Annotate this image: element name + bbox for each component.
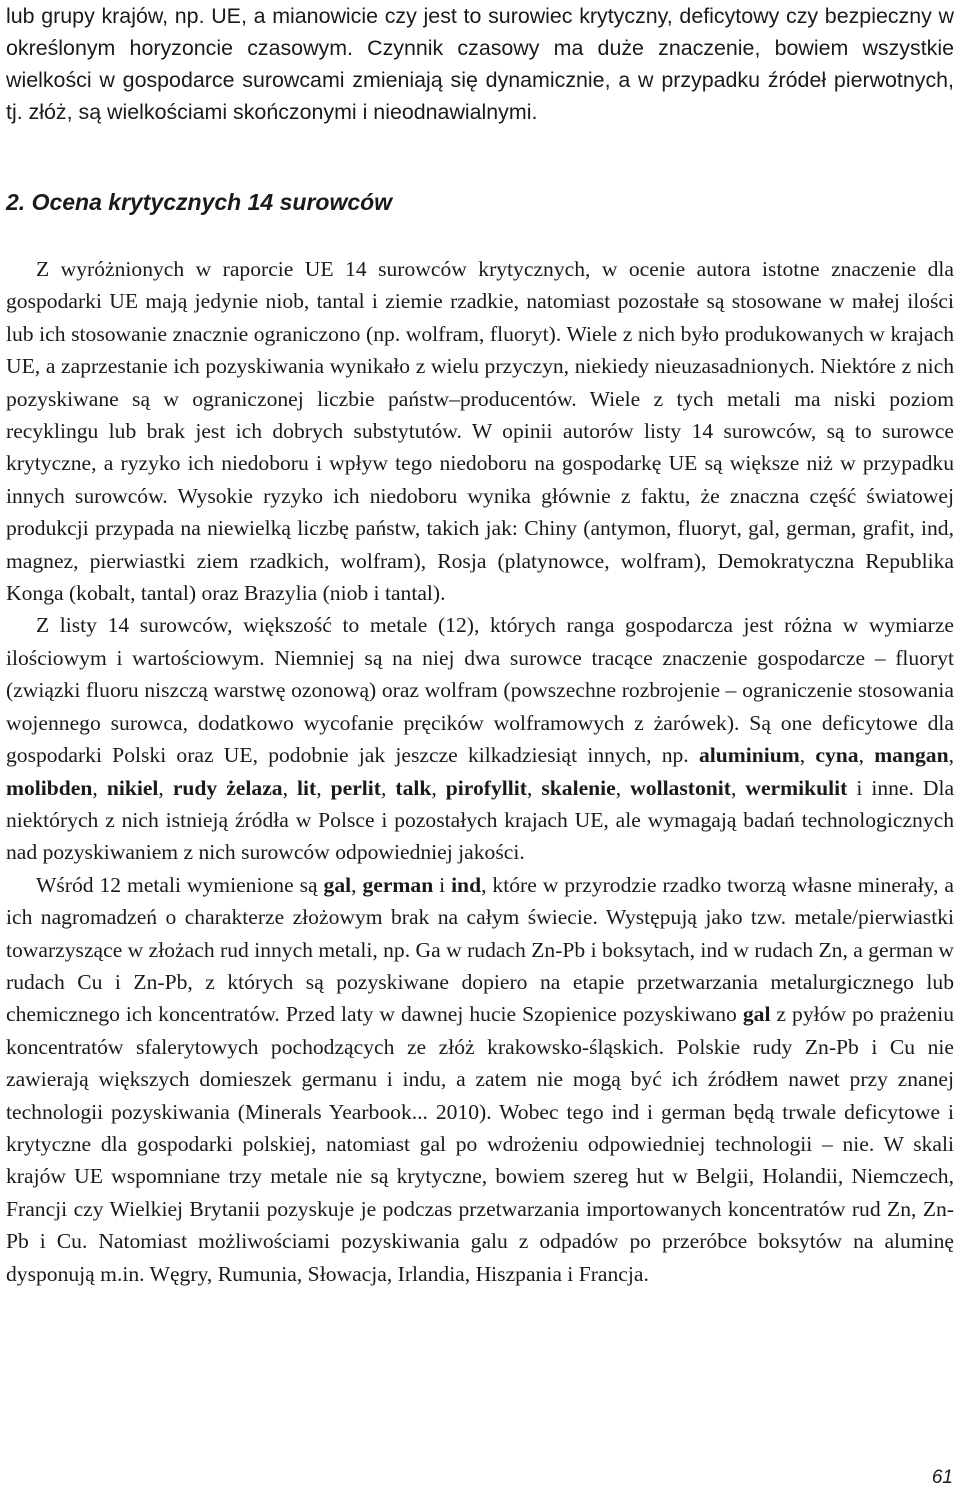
- paragraph-2-end: i inne. Dla niektórych z nich istnieją źródła w Polsce i pozostałych krajach UE, ale wymagają badań technologicznych nad pozyskiwaniem z nich surowców odpowiedniej jakości.: [6, 775, 955, 865]
- page-number: 61: [931, 1467, 953, 1488]
- mineral-term: rudy żelaza: [172, 775, 283, 800]
- list-separator: ,: [858, 743, 875, 768]
- list-separator: ,: [282, 775, 297, 800]
- separator: ,: [351, 872, 363, 897]
- mineral-term: wollastonit: [630, 775, 731, 800]
- section-body: [6, 253, 954, 1290]
- paragraph-2-start: Z listy 14 surowców, większość to metale (12), których ranga gospodarcza jest różna w wymiarze ilościowym i wartościowym. Niemniej są na niej dwa surowce tracące znaczenie gospodarcze – fluoryt (związki fluoru niszczą warstwę ozonową) oraz wolfram (powszechne rozbrojenie – ograniczenie stosowania wojennego surowca, dodatkowo wycofanie pręcików wolframowych z żarówek). Są one deficytowe dla gospodarki Polski oraz UE, podobnie jak jeszcze kilkadziesiąt innych, np.: [6, 613, 954, 768]
- mineral-term: wermikulit: [745, 775, 848, 800]
- metal-term-german: german: [362, 872, 434, 897]
- mineral-term: talk: [395, 775, 432, 800]
- mineral-term: skalenie: [541, 775, 616, 800]
- mineral-term: pirofyllit: [445, 775, 527, 800]
- mineral-term: mangan: [874, 743, 949, 768]
- list-separator: ,: [316, 775, 331, 800]
- mineral-term: nikiel: [106, 775, 159, 800]
- section-heading: 2. Ocena krytycznych 14 surowców: [6, 189, 393, 215]
- list-separator: ,: [526, 775, 542, 800]
- paragraph-1: Z wyróżnionych w raporcie UE 14 surowców krytycznych, w ocenie autora istotne znaczenie dla gospodarki UE mają jedynie niob, tantal i ziemie rzadkie, natomiast pozostałe są stosowane w małej ilości lub ich stosowanie znacznie ograniczono (np. wolfram, fluoryt). Wiele z nich było produkowanych w krajach UE, a zaprzestanie ich pozyskiwania wynikało z wielu przyczyn, niekiedy nieuzasadnionych. Niektóre z nich pozyskiwane są w ograniczonej liczbie państw–producentów. Wiele z tych metali ma niski poziom recyklingu lub brak jest ich dobrych substytutów. W opinii autorów listy 14 surowców, są to surowce krytyczne, a ryzyko ich niedoboru i wpływ tego niedoboru na gospodarkę UE są większe niż w przypadku innych surowców. Wysokie ryzyko ich niedoboru wynika głównie z faktu, że znaczna część światowej produkcji przypada na niewielką liczbę państw, takich jak: Chiny (antymon, fluoryt, gal, german, grafit, ind, magnez, pierwiastki ziem rzadkich, wolfram), Rosja (platynowce, wolfram), Demokratyczna Republika Konga (kobalt, tantal) oraz Brazylia (niob i tantal).: [6, 257, 954, 606]
- metal-term-ind: ind: [451, 872, 482, 897]
- mineral-term: molibden: [6, 775, 93, 800]
- paragraph-3-c: z pyłów po prażeniu koncentratów sfalerytowych pochodzących ze złóż krakowsko-śląskich. Polskie rudy Zn-Pb i Cu nie zawierają większych domieszek germanu i indu, a zatem nie mogą być ich źródłem nawet przy znanej technologii pozyskiwania (Minerals Yearbook... 2010). Wobec tego ind i german będą trwale deficytowe i krytyczne dla gospodarki polskiej, natomiast gal po wdrożeniu odpowiedniej technologii – nie. W skali krajów UE wspomniane trzy metale nie są krytyczne, bowiem szereg hut w Belgii, Holandii, Niemczech, Francji czy Wielkiej Brytanii pozyskuje je podczas przetwarzania importowanych koncentratów rud Zn, Zn-Pb i Cu. Natomiast możliwościami pozyskiwania galu z odpadów po przeróbce boksytów na aluminę dysponują m.in. Węgry, Rumunia, Słowacja, Irlandia, Hiszpania i Francja.: [6, 1002, 954, 1286]
- list-separator: ,: [380, 775, 396, 800]
- paragraph-3-b: , które w przyrodzie rzadko tworzą własne minerały, a ich nagromadzeń o charakterze złożowym brak na całym świecie. Występują jako tzw. metale/pierwiastki towarzyszące w złożach rud innych metali, np. Ga w rudach Zn-Pb i boksytach, ind w rudach Zn, a german w rudach Cu i Zn-Pb, z których są pozyskiwane dopiero na etapie przetwarzania metalurgicznego lub chemicznego ich koncentratów. Przed laty w dawnej hucie Szopienice pozyskiwano: [6, 872, 955, 1027]
- mineral-term: cyna: [815, 743, 859, 768]
- list-separator: ,: [158, 775, 173, 800]
- mineral-term: aluminium: [698, 743, 800, 768]
- conjunction: i: [433, 872, 452, 897]
- list-separator: ,: [431, 775, 446, 800]
- list-separator: ,: [92, 775, 107, 800]
- mineral-term: perlit: [330, 775, 381, 800]
- metal-term-gal-2: gal: [742, 1002, 771, 1027]
- paragraph-3-a: Wśród 12 metali wymienione są: [36, 872, 324, 897]
- mineral-term: lit: [296, 775, 317, 800]
- intro-paragraph: lub grupy krajów, np. UE, a mianowicie czy jest to surowiec krytyczny, deficytowy czy bezpieczny w określonym horyzoncie czasowym. Czynnik czasowy ma duże znaczenie, bowiem wszystkie wielkości w gospodarce surowcami zmieniają się dynamicznie, a w przypadku źródeł pierwotnych, tj. złóż, są wielkościami skończonymi i nieodnawialnymi.: [6, 4, 954, 124]
- list-separator: ,: [799, 743, 816, 768]
- list-separator: ,: [948, 743, 954, 768]
- list-separator: ,: [615, 775, 631, 800]
- list-separator: ,: [730, 775, 746, 800]
- metal-term-gal: gal: [323, 872, 352, 897]
